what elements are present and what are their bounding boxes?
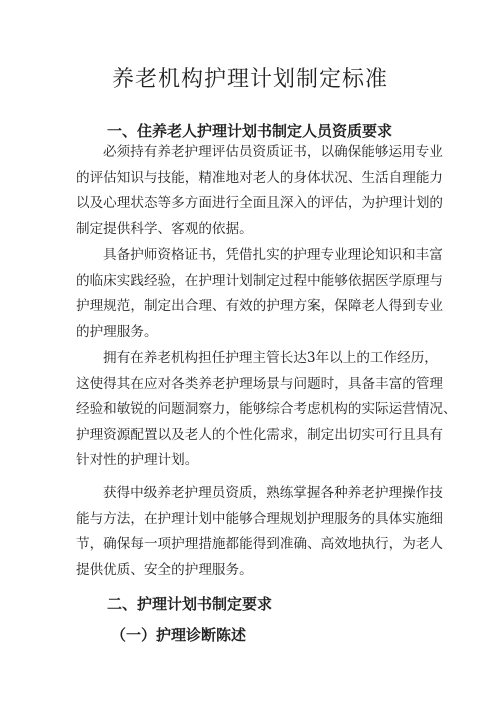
paragraph-line: 能与方法，在护理计划中能够合理规划护理服务的具体实施细 xyxy=(76,510,444,527)
paragraph-line: 针对性的护理计划。 xyxy=(76,452,199,469)
paragraph-line: 这使得其在应对各类养老护理场景与问题时，具备丰富的管理 xyxy=(76,375,444,392)
paragraph-line: 的护理服务。 xyxy=(76,323,158,340)
paragraph-line: 拥有在养老机构担任护理主管长达3年以上的工作经历， xyxy=(103,350,438,366)
paragraph-1 xyxy=(76,140,444,242)
paragraph-line: 护理规范，制定出合理、有效的护理方案，保障老人得到专业 xyxy=(76,298,444,315)
subsection-heading: （一）护理诊断陈述 xyxy=(111,626,247,644)
section-2-heading: 二、护理计划书制定要求 xyxy=(107,595,273,613)
paragraph-line: 护理资源配置以及老人的个性化需求，制定出切实可行且具有 xyxy=(76,426,444,443)
paragraph-3 xyxy=(76,346,457,474)
paragraph-line: 经验和敏锐的问题洞察力，能够综合考虑机构的实际运营情况、 xyxy=(76,401,457,418)
paragraph-line: 提供优质、安全的护理服务。 xyxy=(76,561,253,578)
paragraph-line: 必须持有养老护理评估员资质证书，以确保能够运用专业 xyxy=(103,144,443,160)
section-1-heading: 一、住养老人护理计划书制定人员资质要求 xyxy=(107,122,393,140)
paragraph-line: 制定提供科学、客观的依据。 xyxy=(76,220,253,237)
paragraph-2 xyxy=(76,243,444,345)
paragraph-4 xyxy=(76,481,444,583)
paragraph-line: 的临床实践经验，在护理计划制定过程中能够依据医学原理与 xyxy=(76,272,444,289)
paragraph-line: 以及心理状态等多方面进行全面且深入的评估，为护理计划的 xyxy=(76,195,444,212)
paragraph-line: 节，确保每一项护理措施都能得到准确、高效地执行，为老人 xyxy=(76,536,444,553)
paragraph-line: 的评估知识与技能，精准地对老人的身体状况、生活自理能力 xyxy=(76,169,444,186)
document-title: 养老机构护理计划制定标准 xyxy=(111,67,388,92)
paragraph-line: 具备护师资格证书，凭借扎实的护理专业理论知识和丰富 xyxy=(103,247,443,263)
paragraph-line: 获得中级养老护理员资质，熟练掌握各种养老护理操作技 xyxy=(103,485,443,501)
